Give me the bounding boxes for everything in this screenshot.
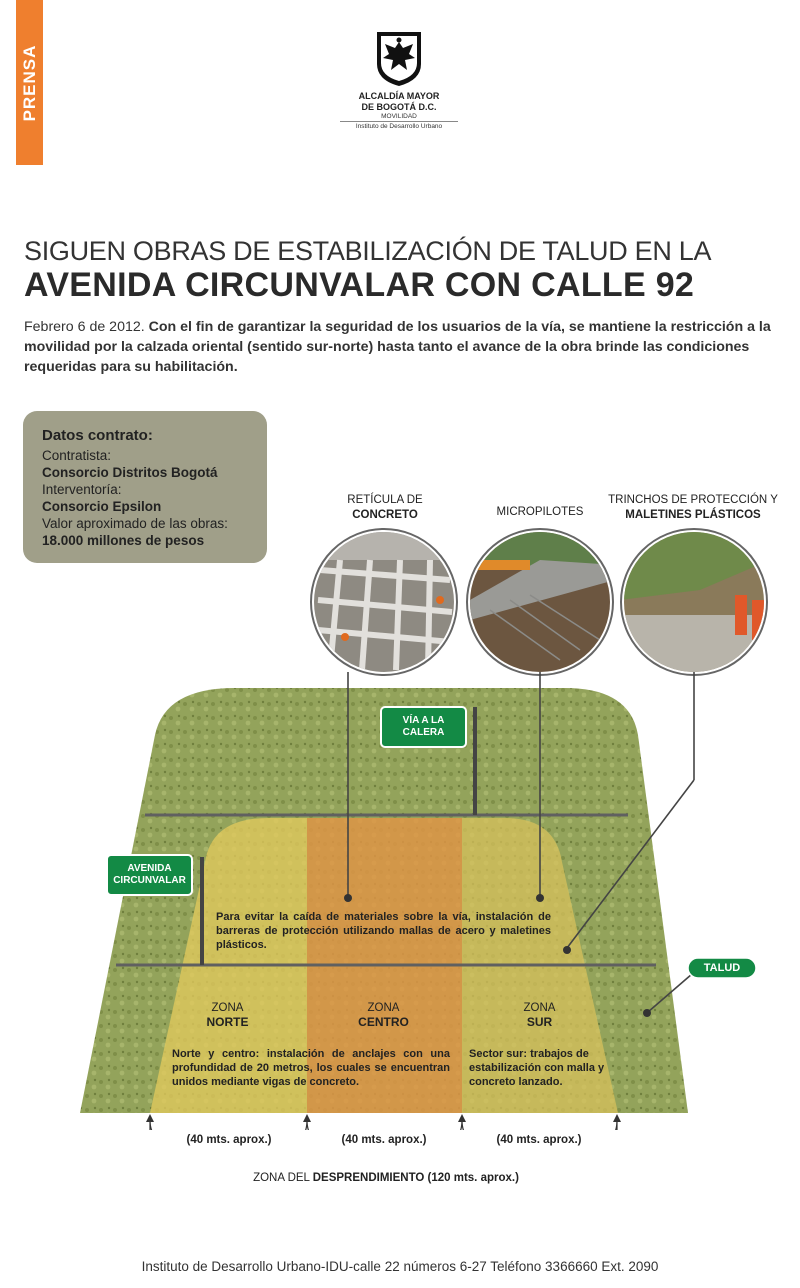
bogota-logo [340,30,458,130]
contractor-label: Contratista: [42,448,112,463]
total-zone-label [232,1172,540,1184]
sign-line: VÍA A LA [402,715,445,726]
dimension-norte: (40 mts. aprox.) [186,1134,272,1146]
photo-caption-reticula [305,493,465,523]
logo-line-3: MOVILIDAD [340,113,458,122]
title-line-1: SIGUEN OBRAS DE ESTABILIZACIÓN DE TALUD EN LA [24,236,712,266]
prensa-tab [16,0,43,165]
sign-via-calera [381,715,466,739]
total-prefix: ZONA DEL [253,1172,313,1184]
sign-avenida-circunvalar [107,863,192,887]
photo-reticula [310,529,460,680]
zone-sur-label [482,1001,597,1030]
logo-line-4: Instituto de Desarrollo Urbano [355,123,443,130]
sign-line: CALERA [402,727,445,738]
photo-caption-micropilotes [460,505,620,520]
photo-caption-trinchos [598,493,788,523]
zone-name: SUR [526,1015,553,1029]
south-description: Sector sur: trabajos de estabilización con malla y concreto lanzado. [469,1048,605,1088]
value-amount: 18.000 millones de pesos [42,533,205,548]
caption-bold: CONCRETO [352,509,418,521]
footer-address: Instituto de Desarrollo Urbano-IDU-calle 22 números 6-27 Teléfono 3366660 Ext. 2090 [141,1259,659,1274]
photo-trinchos [620,529,770,680]
dimension-sur: (40 mts. aprox.) [496,1134,582,1146]
zone-word: ZONA [523,1002,556,1014]
slope-diagram [0,520,800,1130]
sign-line: AVENIDA [127,863,172,874]
supervision-label: Interventoría: [42,482,122,497]
intro-text: Con el fin de garantizar la seguridad de los usuarios de la vía, se mantiene la restricción a la movilidad por la calzada oriental (sentido sur-norte) hasta tanto el avance de la obra brinde las condiciones requeridas para su habilitación. [24,319,771,375]
photo-micropilotes [465,529,615,680]
coat-of-arms-icon [373,30,425,88]
zone-norte-label [170,1001,285,1030]
prensa-label: PRENSA [19,44,39,121]
barrier-description: Para evitar la caída de materiales sobre la vía, instalación de barreras de protección utilizando mallas de acero y maletines plásticos. [216,911,551,951]
north-center-description: Norte y centro: instalación de anclajes con una profundidad de 20 metros, los cuales se encuentran unidos mediante vigas de concreto. [172,1048,450,1088]
zone-centro-label [326,1001,441,1030]
intro-date: Febrero 6 de 2012. [24,319,145,335]
intro-paragraph [24,317,776,377]
contractor-name: Consorcio Distritos Bogotá [42,465,218,480]
supervision-name: Consorcio Epsilon [42,499,162,514]
logo-line-1: ALCALDÍA MAYOR [358,91,440,101]
total-suffix: (120 mts. aprox.) [424,1172,519,1184]
total-bold: DESPRENDIMIENTO [312,1172,425,1184]
zone-word: ZONA [367,1002,400,1014]
caption-line: RETÍCULA DE [347,494,423,506]
sign-line: CIRCUNVALAR [113,875,186,886]
sign-talud: TALUD [703,962,741,974]
logo-line-2: DE BOGOTÁ D.C. [361,102,437,112]
dimension-centro: (40 mts. aprox.) [341,1134,427,1146]
caption-bold: MALETINES PLÁSTICOS [625,509,761,521]
contract-heading: Datos contrato: [42,427,153,444]
title-line-2: AVENIDA CIRCUNVALAR CON CALLE 92 [24,266,695,304]
zone-name: CENTRO [358,1015,409,1029]
zone-name: NORTE [206,1015,249,1029]
caption-line: TRINCHOS DE PROTECCIÓN Y [608,494,778,506]
value-label: Valor aproximado de las obras: [42,516,228,531]
caption-line: MICROPILOTES [496,506,584,518]
zone-word: ZONA [211,1002,244,1014]
